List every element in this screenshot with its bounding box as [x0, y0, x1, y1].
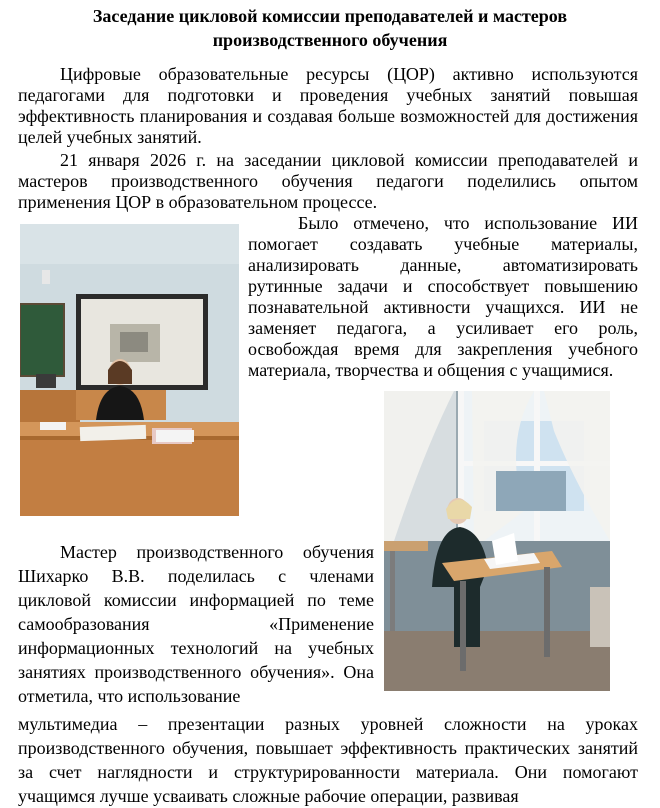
paragraph-ai: Было отмечено, что использование ИИ помогает создавать учебные материалы, анализировать данные, автоматизировать рутинные задачи и способствует повышению познавательной активности учащихся. ИИ не заменяет педагога, а усиливает его роль, освобождая время для закрепления учебного материала, творчества и общения с учащимися.	[248, 213, 638, 380]
paragraph-multimedia: мультимедиа – презентации разных уровней сложности на уроках производственного обучения, повышает эффективность практических занятий за счет наглядности и структурированности материала. Они помогают учащимся лучше усваивать сложные рабочие операции, развивая	[18, 714, 638, 806]
photo-teacher-at-desk	[20, 224, 239, 516]
classroom-photo-2	[384, 391, 610, 691]
title-line-1: Заседание цикловой комиссии преподавателей и мастеров	[92, 6, 568, 26]
paragraph-intro: Цифровые образовательные ресурсы (ЦОР) активно используются педагогами для подготовки и проведения учебных занятий повышая эффективность планирования и создавая больше возможностей для достижения целей учебных занятий.	[18, 64, 638, 147]
classroom-photo-1	[20, 224, 239, 516]
document-title	[20, 4, 640, 52]
photo-teacher-by-window	[384, 391, 610, 691]
paragraph-meeting: 21 января 2026 г. на заседании цикловой комиссии преподавателей и мастеров производственного обучения педагоги поделились опытом применения ЦОР в образовательном процессе.	[18, 150, 638, 212]
title-line-2: производственного обучения	[212, 30, 448, 50]
paragraph-presentation: Мастер производственного обучения Шихарко В.В. поделилась с членами цикловой комиссии информацией по теме самообразования «Применение информационных технологий на учебных занятиях производственного обучения». Она отметила, что использование	[18, 542, 374, 706]
